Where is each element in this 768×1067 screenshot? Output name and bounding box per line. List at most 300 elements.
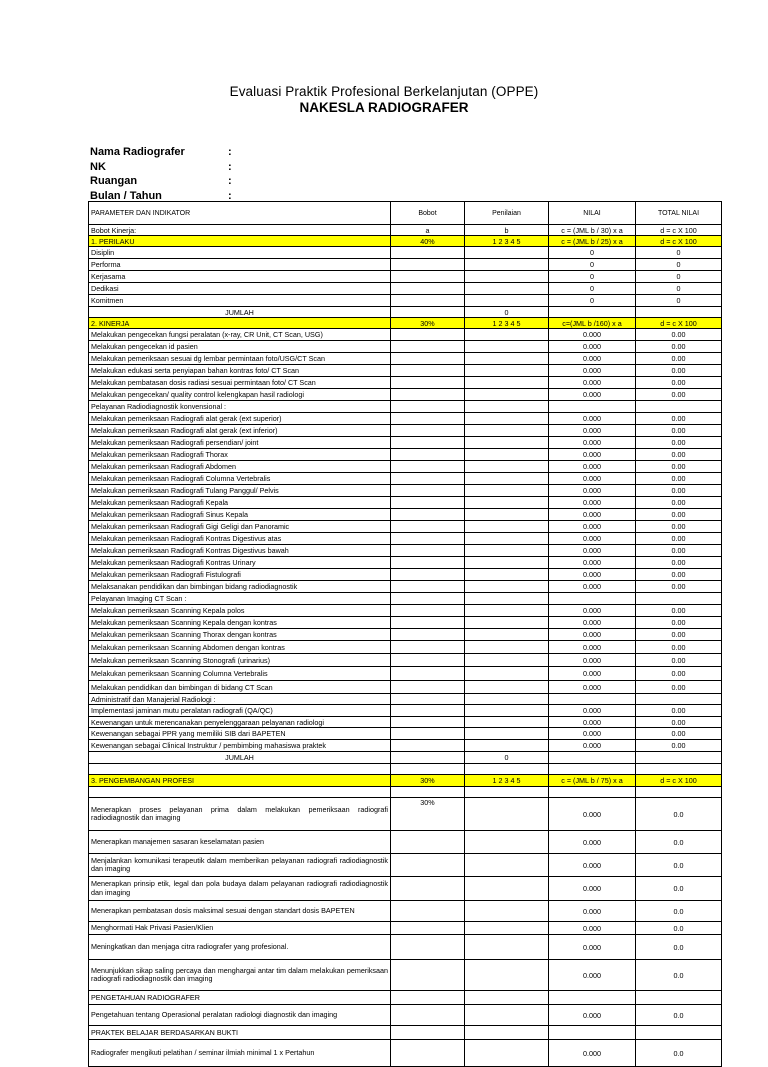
cell-total: 0.00	[636, 329, 722, 341]
cell-total: 0.00	[636, 473, 722, 485]
cell-nilai: 0.000	[549, 1005, 636, 1026]
cell-nilai	[549, 307, 636, 318]
cell-nilai: 0.000	[549, 922, 636, 935]
cell-indikator: Melakukan pemeriksaan Scanning Stonografi (urinarius)	[89, 654, 391, 667]
cell-nilai: 0.000	[549, 654, 636, 667]
cell-indikator: Melakukan pengecekan/ quality control kelengkapan hasil radiologi	[89, 389, 391, 401]
cell-bobot	[391, 461, 465, 473]
cell-nilai: 0.000	[549, 341, 636, 353]
cell-penilaian	[465, 569, 549, 581]
cell-penilaian	[465, 545, 549, 557]
table-row	[89, 694, 722, 705]
cell-indikator: 2. KINERJA	[89, 318, 391, 329]
table-row	[89, 641, 722, 654]
table-row	[89, 389, 722, 401]
field-nk	[90, 160, 232, 175]
cell-penilaian	[465, 854, 549, 877]
field-colon: :	[228, 189, 232, 202]
cell-nilai: 0.000	[549, 798, 636, 831]
cell-penilaian	[465, 667, 549, 681]
cell-total: 0.00	[636, 740, 722, 752]
cell-penilaian	[465, 473, 549, 485]
cell-total: 0.00	[636, 581, 722, 593]
cell-bobot	[391, 271, 465, 283]
cell-nilai: 0.000	[549, 831, 636, 854]
cell-penilaian	[465, 341, 549, 353]
cell-nilai	[549, 593, 636, 605]
cell-penilaian	[465, 509, 549, 521]
cell-penilaian	[465, 461, 549, 473]
cell-indikator: Menunjukkan sikap saling percaya dan menghargai antar tim dalam melakukan pemeriksaan radiografi radiodiagnostik dan imaging	[89, 960, 391, 991]
cell-bobot	[391, 694, 465, 705]
cell-total: 0.00	[636, 365, 722, 377]
table-row	[89, 283, 722, 295]
table-row	[89, 798, 722, 831]
table-row	[89, 485, 722, 497]
cell-bobot	[391, 681, 465, 694]
cell-nilai: 0.000	[549, 497, 636, 509]
cell-total: 0.00	[636, 667, 722, 681]
cell-bobot	[391, 641, 465, 654]
cell-indikator: Komitmen	[89, 295, 391, 307]
cell-indikator: Pelayanan Radiodiagnostik konvensional :	[89, 401, 391, 413]
cell-bobot	[391, 533, 465, 545]
cell-total: 0.0	[636, 1005, 722, 1026]
cell-nilai	[549, 991, 636, 1005]
cell-indikator: Melakukan pemeriksaan Radiografi Tulang Panggul/ Pelvis	[89, 485, 391, 497]
cell-penilaian	[465, 271, 549, 283]
cell-total: d = c X 100	[636, 225, 722, 236]
cell-bobot: 30%	[391, 775, 465, 787]
cell-bobot	[391, 569, 465, 581]
cell-total	[636, 593, 722, 605]
cell-total	[636, 752, 722, 764]
cell-bobot	[391, 365, 465, 377]
cell-indikator: Melakukan pendidikan dan bimbingan di bidang CT Scan	[89, 681, 391, 694]
cell-penilaian	[465, 521, 549, 533]
cell-penilaian	[465, 485, 549, 497]
cell-penilaian	[465, 247, 549, 259]
cell-penilaian	[465, 295, 549, 307]
cell-penilaian	[465, 901, 549, 922]
cell-nilai: 0.000	[549, 1040, 636, 1067]
cell-bobot	[391, 960, 465, 991]
table-row	[89, 557, 722, 569]
cell-nilai: 0.000	[549, 365, 636, 377]
cell-bobot	[391, 377, 465, 389]
cell-total: 0	[636, 271, 722, 283]
cell-indikator: PENGETAHUAN RADIOGRAFER	[89, 991, 391, 1005]
cell-bobot: 30%	[391, 798, 465, 831]
cell-total: 0.0	[636, 854, 722, 877]
cell-bobot	[391, 717, 465, 728]
cell-penilaian	[465, 413, 549, 425]
cell-penilaian	[465, 991, 549, 1005]
cell-bobot: a	[391, 225, 465, 236]
cell-penilaian	[465, 1026, 549, 1040]
document-title: Evaluasi Praktik Profesional Berkelanjutan (OPPE)	[229, 84, 539, 99]
header-param: PARAMETER DAN INDIKATOR	[89, 202, 391, 225]
cell-indikator: Melakukan pemeriksaan Radiografi alat gerak (ext inferior)	[89, 425, 391, 437]
cell-penilaian	[465, 694, 549, 705]
section-row	[89, 775, 722, 787]
header-total: TOTAL NILAI	[636, 202, 722, 225]
cell-nilai: 0.000	[549, 605, 636, 617]
cell-total: 0.00	[636, 705, 722, 717]
cell-nilai: 0.000	[549, 377, 636, 389]
cell-total: 0.0	[636, 798, 722, 831]
cell-bobot	[391, 667, 465, 681]
table-row	[89, 901, 722, 922]
cell-indikator: Melakukan pemeriksaan Radiografi Kepala	[89, 497, 391, 509]
cell-indikator: Meningkatkan dan menjaga citra radiografer yang profesional.	[89, 935, 391, 960]
cell-bobot	[391, 413, 465, 425]
cell-nilai: 0	[549, 295, 636, 307]
document-subtitle: NAKESLA RADIOGRAFER	[299, 100, 469, 115]
cell-bobot	[391, 629, 465, 641]
cell-indikator: Melakukan pemeriksaan Radiografi alat gerak (ext superior)	[89, 413, 391, 425]
cell-indikator: JUMLAH	[89, 752, 391, 764]
cell-nilai	[549, 764, 636, 775]
cell-total: 0.00	[636, 681, 722, 694]
table-row	[89, 960, 722, 991]
cell-indikator: Menerapkan manajemen sasaran keselamatan pasien	[89, 831, 391, 854]
cell-bobot	[391, 1005, 465, 1026]
table-row	[89, 831, 722, 854]
cell-nilai: 0.000	[549, 545, 636, 557]
table-row	[89, 425, 722, 437]
cell-nilai: c = (JML b / 75) x a	[549, 775, 636, 787]
cell-total	[636, 764, 722, 775]
cell-bobot	[391, 1040, 465, 1067]
table-body	[89, 225, 722, 1067]
cell-nilai	[549, 1026, 636, 1040]
cell-nilai: 0.000	[549, 681, 636, 694]
cell-penilaian	[465, 617, 549, 629]
cell-penilaian: 1 2 3 4 5	[465, 775, 549, 787]
table-row	[89, 521, 722, 533]
cell-indikator: 3. PENGEMBANGAN PROFESI	[89, 775, 391, 787]
cell-total: 0	[636, 283, 722, 295]
cell-nilai: 0	[549, 283, 636, 295]
cell-indikator: Menerapkan prinsip etik, legal dan pola budaya dalam pelayanan radiografi radiodiagnostik dan imaging	[89, 877, 391, 901]
cell-total: 0.00	[636, 557, 722, 569]
table-row	[89, 605, 722, 617]
cell-penilaian	[465, 1005, 549, 1026]
table-row	[89, 877, 722, 901]
table-row	[89, 581, 722, 593]
cell-penilaian: 0	[465, 752, 549, 764]
cell-indikator: Melakukan pemeriksaan Radiografi Abdomen	[89, 461, 391, 473]
table-header	[89, 202, 722, 225]
cell-bobot	[391, 545, 465, 557]
cell-indikator: Administratif dan Manajerial Radiologi :	[89, 694, 391, 705]
cell-bobot	[391, 764, 465, 775]
cell-total: 0.00	[636, 461, 722, 473]
cell-indikator: Melakukan pemeriksaan Radiografi Sinus Kepala	[89, 509, 391, 521]
cell-nilai: 0.000	[549, 641, 636, 654]
cell-indikator: Melakukan pemeriksaan Radiografi Thorax	[89, 449, 391, 461]
cell-indikator: Melakukan pengecekan fungsi peralatan (x-ray, CR Unit, CT Scan, USG)	[89, 329, 391, 341]
table-row	[89, 667, 722, 681]
cell-penilaian	[465, 798, 549, 831]
cell-bobot	[391, 854, 465, 877]
cell-bobot	[391, 295, 465, 307]
cell-indikator: Radiografer mengikuti pelatihan / seminar ilmiah minimal 1 x Pertahun	[89, 1040, 391, 1067]
cell-penilaian	[465, 365, 549, 377]
field-ruangan	[90, 174, 232, 189]
cell-penilaian	[465, 581, 549, 593]
cell-indikator: Pelayanan Imaging CT Scan :	[89, 593, 391, 605]
cell-penilaian	[465, 1040, 549, 1067]
cell-nilai: 0.000	[549, 581, 636, 593]
cell-total: 0.00	[636, 533, 722, 545]
cell-nilai: 0	[549, 247, 636, 259]
table-row	[89, 247, 722, 259]
cell-nilai: c=(JML b /160) x a	[549, 318, 636, 329]
cell-indikator: Melakukan pemeriksaan Radiografi Kontras Digestivus atas	[89, 533, 391, 545]
cell-total: 0.00	[636, 545, 722, 557]
cell-indikator: Bobot Kinerja:	[89, 225, 391, 236]
table-row	[89, 1040, 722, 1067]
cell-bobot	[391, 247, 465, 259]
cell-penilaian	[465, 557, 549, 569]
cell-bobot	[391, 497, 465, 509]
cell-penilaian	[465, 705, 549, 717]
table-row	[89, 437, 722, 449]
cell-total: 0.00	[636, 521, 722, 533]
table-row	[89, 764, 722, 775]
cell-indikator: Disiplin	[89, 247, 391, 259]
cell-nilai: 0	[549, 271, 636, 283]
cell-nilai: c = (JML b / 30) x a	[549, 225, 636, 236]
cell-bobot	[391, 593, 465, 605]
table-row	[89, 365, 722, 377]
table-row	[89, 681, 722, 694]
table-row	[89, 497, 722, 509]
cell-bobot	[391, 922, 465, 935]
cell-total: 0.00	[636, 617, 722, 629]
cell-bobot	[391, 617, 465, 629]
cell-bobot: 40%	[391, 236, 465, 247]
cell-nilai: 0.000	[549, 854, 636, 877]
cell-bobot	[391, 752, 465, 764]
cell-total: 0.00	[636, 654, 722, 667]
cell-total: 0	[636, 247, 722, 259]
field-colon: :	[228, 146, 232, 158]
cell-indikator: Menjalankan komunikasi terapeutik dalam memberikan pelayanan radiografi radiodiagnostik dan imaging	[89, 854, 391, 877]
table-row	[89, 473, 722, 485]
cell-total: 0.00	[636, 605, 722, 617]
cell-nilai: 0.000	[549, 629, 636, 641]
cell-bobot	[391, 740, 465, 752]
field-nama	[90, 145, 232, 160]
cell-indikator: Melakukan pembatasan dosis radiasi sesuai permintaan foto/ CT Scan	[89, 377, 391, 389]
cell-penilaian	[465, 877, 549, 901]
cell-total	[636, 694, 722, 705]
cell-indikator: Menghormati Hak Privasi Pasien/Klien	[89, 922, 391, 935]
field-label: Ruangan	[90, 175, 138, 187]
cell-indikator: Melakukan pemeriksaan Radiografi Fistulografi	[89, 569, 391, 581]
cell-bobot	[391, 449, 465, 461]
cell-penilaian	[465, 389, 549, 401]
table-row	[89, 854, 722, 877]
table-row	[89, 413, 722, 425]
table-row	[89, 225, 722, 236]
identity-fields	[90, 145, 232, 203]
header-nilai: NILAI	[549, 202, 636, 225]
cell-nilai: 0.000	[549, 557, 636, 569]
cell-nilai	[549, 694, 636, 705]
cell-total	[636, 787, 722, 798]
jumlah-row	[89, 752, 722, 764]
cell-indikator: Melakukan pemeriksaan Scanning Kepala polos	[89, 605, 391, 617]
cell-penilaian	[465, 681, 549, 694]
cell-nilai: 0.000	[549, 667, 636, 681]
cell-penilaian	[465, 329, 549, 341]
cell-nilai: 0.000	[549, 425, 636, 437]
cell-nilai: 0.000	[549, 485, 636, 497]
cell-bobot	[391, 353, 465, 365]
cell-nilai: 0	[549, 259, 636, 271]
table-row	[89, 509, 722, 521]
cell-indikator: Melakukan edukasi serta penyiapan bahan kontras foto/ CT Scan	[89, 365, 391, 377]
cell-bobot	[391, 341, 465, 353]
cell-bobot	[391, 485, 465, 497]
table-row	[89, 922, 722, 935]
cell-penilaian	[465, 377, 549, 389]
cell-bobot	[391, 728, 465, 740]
table-row	[89, 629, 722, 641]
cell-total: 0.00	[636, 641, 722, 654]
cell-total: 0.00	[636, 389, 722, 401]
cell-penilaian	[465, 831, 549, 854]
table-row	[89, 271, 722, 283]
cell-nilai	[549, 401, 636, 413]
cell-total: 0.00	[636, 728, 722, 740]
cell-penilaian	[465, 641, 549, 654]
section-row	[89, 318, 722, 329]
cell-total: 0.00	[636, 425, 722, 437]
cell-bobot	[391, 329, 465, 341]
jumlah-row	[89, 307, 722, 318]
cell-total: d = c X 100	[636, 775, 722, 787]
cell-nilai: 0.000	[549, 569, 636, 581]
table-row	[89, 259, 722, 271]
table-row	[89, 295, 722, 307]
cell-indikator: Melakukan pemeriksaan Scanning Kepala dengan kontras	[89, 617, 391, 629]
cell-nilai: 0.000	[549, 389, 636, 401]
table-row	[89, 329, 722, 341]
cell-penilaian	[465, 764, 549, 775]
cell-penilaian	[465, 787, 549, 798]
field-colon: :	[228, 175, 232, 187]
cell-total: 0.00	[636, 353, 722, 365]
field-label: NK	[90, 160, 106, 173]
cell-indikator: Implementasi jaminan mutu peralatan radiografi (QA/QC)	[89, 705, 391, 717]
cell-total: 0.0	[636, 901, 722, 922]
cell-bobot	[391, 1026, 465, 1040]
header-penilaian: Penilaian	[465, 202, 549, 225]
cell-bobot	[391, 991, 465, 1005]
cell-total: 0.00	[636, 413, 722, 425]
cell-bobot: 30%	[391, 318, 465, 329]
cell-bobot	[391, 283, 465, 295]
table-row	[89, 991, 722, 1005]
cell-penilaian: 0	[465, 307, 549, 318]
cell-bobot	[391, 831, 465, 854]
cell-nilai: 0.000	[549, 353, 636, 365]
cell-bobot	[391, 509, 465, 521]
table-row	[89, 341, 722, 353]
cell-penilaian	[465, 497, 549, 509]
cell-indikator	[89, 764, 391, 775]
cell-penilaian: 1 2 3 4 5	[465, 318, 549, 329]
cell-penilaian	[465, 922, 549, 935]
cell-indikator: Melaksanakan pendidikan dan bimbingan bidang radiodiagnostik	[89, 581, 391, 593]
field-label: Nama Radiografer	[90, 146, 185, 158]
field-label: Bulan / Tahun	[90, 189, 162, 202]
cell-indikator: Melakukan pengecekan id pasien	[89, 341, 391, 353]
cell-bobot	[391, 389, 465, 401]
cell-indikator: Melakukan pemeriksaan sesuai dg lembar permintaan foto/USG/CT Scan	[89, 353, 391, 365]
cell-total	[636, 401, 722, 413]
cell-total: 0.00	[636, 449, 722, 461]
cell-bobot	[391, 581, 465, 593]
cell-total: 0.00	[636, 341, 722, 353]
cell-nilai: 0.000	[549, 877, 636, 901]
table-row	[89, 1026, 722, 1040]
cell-total: 0	[636, 259, 722, 271]
cell-bobot	[391, 935, 465, 960]
table-row	[89, 617, 722, 629]
cell-indikator	[89, 787, 391, 798]
cell-nilai: 0.000	[549, 901, 636, 922]
cell-indikator: Dedikasi	[89, 283, 391, 295]
cell-penilaian	[465, 605, 549, 617]
cell-penilaian	[465, 593, 549, 605]
cell-nilai: 0.000	[549, 717, 636, 728]
cell-total: 0.0	[636, 935, 722, 960]
table-row	[89, 787, 722, 798]
cell-nilai: 0.000	[549, 705, 636, 717]
cell-penilaian	[465, 449, 549, 461]
cell-nilai: 0.000	[549, 509, 636, 521]
field-colon: :	[228, 160, 232, 173]
cell-indikator: Melakukan pemeriksaan Scanning Thorax dengan kontras	[89, 629, 391, 641]
cell-nilai: 0.000	[549, 935, 636, 960]
section-row	[89, 236, 722, 247]
cell-nilai: 0.000	[549, 533, 636, 545]
cell-penilaian	[465, 654, 549, 667]
cell-indikator: Melakukan pemeriksaan Radiografi persendian/ joint	[89, 437, 391, 449]
cell-penilaian	[465, 437, 549, 449]
cell-penilaian	[465, 353, 549, 365]
cell-penilaian	[465, 283, 549, 295]
evaluation-table	[88, 201, 722, 1067]
cell-bobot	[391, 307, 465, 318]
cell-indikator: Melakukan pemeriksaan Radiografi Gigi Geligi dan Panoramic	[89, 521, 391, 533]
cell-bobot	[391, 401, 465, 413]
cell-bobot	[391, 705, 465, 717]
cell-indikator: Melakukan pemeriksaan Radiografi Kontras Digestivus bawah	[89, 545, 391, 557]
cell-nilai: 0.000	[549, 329, 636, 341]
cell-total	[636, 307, 722, 318]
cell-bobot	[391, 557, 465, 569]
cell-total: 0.00	[636, 497, 722, 509]
cell-bobot	[391, 654, 465, 667]
cell-nilai: 0.000	[549, 617, 636, 629]
